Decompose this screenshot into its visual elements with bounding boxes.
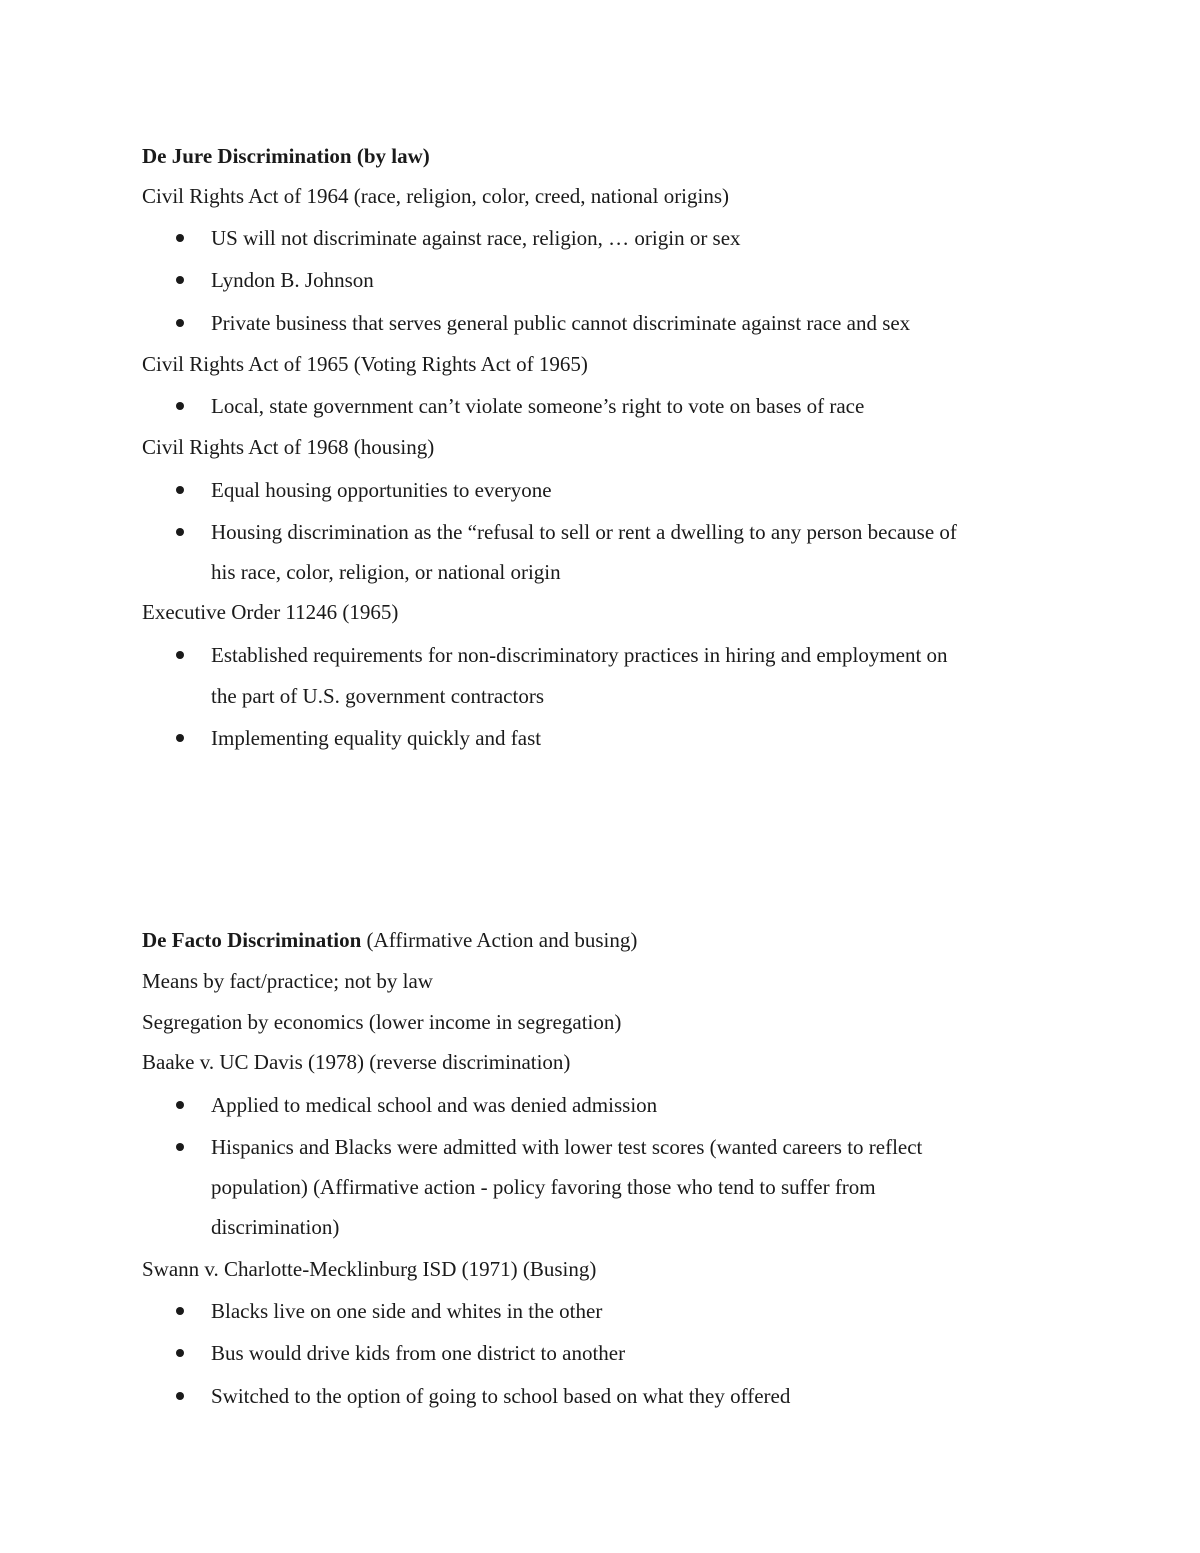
section-heading-de-facto bbox=[142, 930, 637, 951]
act-1968-title: Civil Rights Act of 1968 (housing) bbox=[142, 435, 435, 459]
paragraph-line: Means by fact/practice; not by law bbox=[142, 969, 433, 993]
section-heading-de-jure: De Jure Discrimination (by law) bbox=[142, 144, 430, 168]
act-1965-title: Civil Rights Act of 1965 (Voting Rights Act of 1965) bbox=[142, 352, 588, 376]
paragraph-line: Segregation by economics (lower income in segregation) bbox=[142, 1010, 622, 1034]
bullet-icon bbox=[176, 402, 184, 410]
act-1964-title: Civil Rights Act of 1964 (race, religion, color, creed, national origins) bbox=[142, 184, 730, 208]
bullet-icon bbox=[176, 1101, 184, 1109]
bullet-icon bbox=[176, 734, 184, 742]
bullet-icon bbox=[176, 234, 184, 242]
executive-order-title: Executive Order 11246 (1965) bbox=[142, 600, 399, 624]
swann-case-title: Swann v. Charlotte-Mecklinburg ISD (1971) (Busing) bbox=[142, 1257, 597, 1281]
bakke-case-title: Baake v. UC Davis (1978) (reverse discrimination) bbox=[142, 1050, 571, 1074]
bullet-icon bbox=[176, 651, 184, 659]
bullet-icon bbox=[176, 1392, 184, 1400]
bullet-icon bbox=[176, 276, 184, 284]
list-item: Housing discrimination as the “refusal to sell or rent a dwelling to any person because of bbox=[211, 520, 957, 544]
list-item: Local, state government can’t violate someone’s right to vote on bases of race bbox=[211, 394, 865, 418]
bullet-icon bbox=[176, 1307, 184, 1315]
list-item: Switched to the option of going to school based on what they offered bbox=[211, 1384, 791, 1408]
bullet-icon bbox=[176, 528, 184, 536]
list-item: Blacks live on one side and whites in the other bbox=[211, 1299, 603, 1323]
bullet-icon bbox=[176, 319, 184, 327]
list-item-continuation: discrimination) bbox=[211, 1215, 340, 1239]
list-item: Hispanics and Blacks were admitted with lower test scores (wanted careers to reflect bbox=[211, 1135, 923, 1159]
section-heading-de-facto-rest: (Affirmative Action and busing) bbox=[361, 928, 638, 952]
list-item: Implementing equality quickly and fast bbox=[211, 726, 542, 750]
list-item: Applied to medical school and was denied admission bbox=[211, 1093, 658, 1117]
list-item: US will not discriminate against race, religion, … origin or sex bbox=[211, 226, 741, 250]
list-item: Established requirements for non-discriminatory practices in hiring and employment on bbox=[211, 643, 948, 667]
list-item-continuation: the part of U.S. government contractors bbox=[211, 684, 544, 708]
bullet-icon bbox=[176, 486, 184, 494]
list-item-continuation: his race, color, religion, or national origin bbox=[211, 560, 561, 584]
section-heading-de-facto-bold: De Facto Discrimination bbox=[142, 928, 362, 952]
bullet-icon bbox=[176, 1143, 184, 1151]
list-item: Lyndon B. Johnson bbox=[211, 268, 374, 292]
list-item: Private business that serves general public cannot discriminate against race and sex bbox=[211, 311, 911, 335]
list-item-continuation: population) (Affirmative action - policy favoring those who tend to suffer from bbox=[211, 1175, 876, 1199]
list-item: Equal housing opportunities to everyone bbox=[211, 478, 552, 502]
list-item: Bus would drive kids from one district to another bbox=[211, 1341, 626, 1365]
bullet-icon bbox=[176, 1349, 184, 1357]
